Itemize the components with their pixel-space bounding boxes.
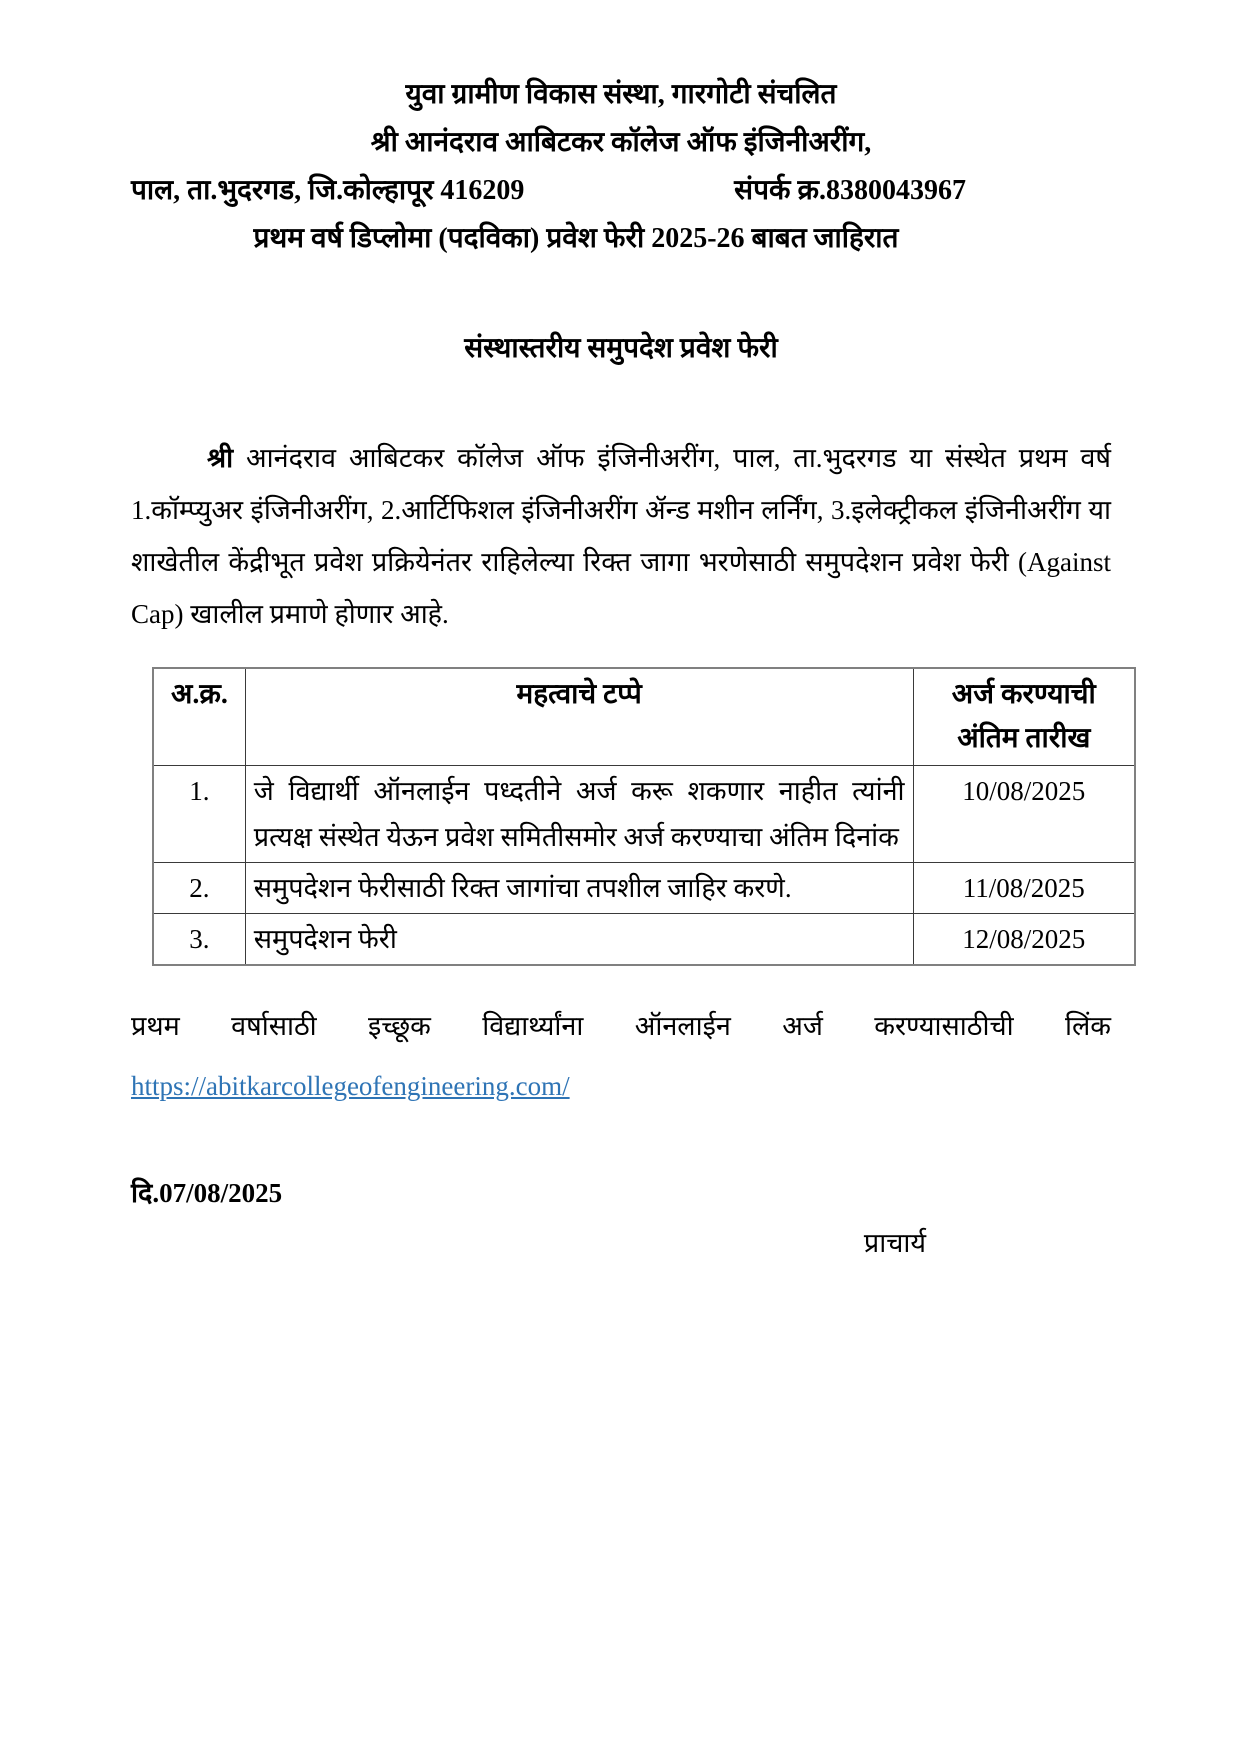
apply-paragraph: प्रथम वर्षासाठी इच्छूक विद्यार्थ्यांना ऑनलाईन अर्ज करण्यासाठीची लिंक: [131, 1010, 1111, 1041]
row-serial: 1.: [153, 765, 245, 862]
advertisement-subject: प्रथम वर्ष डिप्लोमा (पदविका) प्रवेश फेरी 2025-26 बाबत जाहिरात: [253, 223, 899, 254]
row-milestone: समुपदेशन फेरीसाठी रिक्त जागांचा तपशील जाहिर करणे.: [245, 862, 913, 913]
intro-paragraph: [131, 432, 1111, 640]
college-address: पाल, ता.भुदरगड, जि.कोल्हापूर 416209: [131, 175, 525, 206]
signatory-title: प्राचार्य: [863, 1227, 926, 1258]
intro-body: आनंदराव आबिटकर कॉलेज ऑफ इंजिनीअरींग, पाल, ता.भुदरगड या संस्थेत प्रथम वर्ष 1.कॉम्प्युअर इंजिनीअरींग, 2.आर्टिफिशल इंजिनीअरींग ॲन्ड मशीन लर्निंग, 3.इलेक्ट्रीकल इंजिनीअरींग या शाखेतील केंद्रीभूत प्रवेश प्रक्रियेनंतर राहिलेल्या रिक्त जागा भरणेसाठी समुपदेशन प्रवेश फेरी (Against Cap) खालील प्रमाणे होणार आहे.: [131, 443, 1111, 629]
table-row: [153, 913, 1135, 965]
document-date: दि.07/08/2025: [131, 1177, 283, 1208]
college-name: श्री आनंदराव आबिटकर कॉलेज ऑफ इंजिनीअरींग,: [370, 127, 872, 158]
section-title: संस्थास्तरीय समुपदेश प्रवेश फेरी: [464, 333, 778, 364]
row-serial: 2.: [153, 862, 245, 913]
org-name: युवा ग्रामीण विकास संस्था, गारगोटी संचलित: [405, 79, 837, 110]
row-date: 10/08/2025: [913, 765, 1135, 862]
header-last-date: अर्ज करण्याची अंतिम तारीख: [913, 668, 1135, 765]
application-link[interactable]: https://abitkarcollegeofengineering.com/: [131, 1070, 570, 1101]
row-date: 11/08/2025: [913, 862, 1135, 913]
row-date: 12/08/2025: [913, 913, 1135, 965]
table-row: [153, 765, 1135, 862]
table-row: [153, 862, 1135, 913]
contact-number: संपर्क क्र.8380043967: [734, 175, 966, 206]
header-milestones: महत्वाचे टप्पे: [245, 668, 913, 765]
row-milestone: समुपदेशन फेरी: [245, 913, 913, 965]
address-contact-row: [131, 167, 1111, 215]
letterhead: [131, 71, 1111, 263]
table-header-row: [153, 668, 1135, 765]
header-serial-no: अ.क्र.: [153, 668, 245, 765]
apply-link-line: [131, 1062, 1111, 1110]
row-milestone: जे विद्यार्थी ऑनलाईन पध्दतीने अर्ज करू शकणार नाहीत त्यांनी प्रत्यक्ष संस्थेत येऊन प्रवेश समितीसमोर अर्ज करण्याचा अंतिम दिनांक: [245, 765, 913, 862]
row-serial: 3.: [153, 913, 245, 965]
intro-lead: श्री: [207, 443, 234, 473]
schedule-table: [152, 667, 1136, 966]
